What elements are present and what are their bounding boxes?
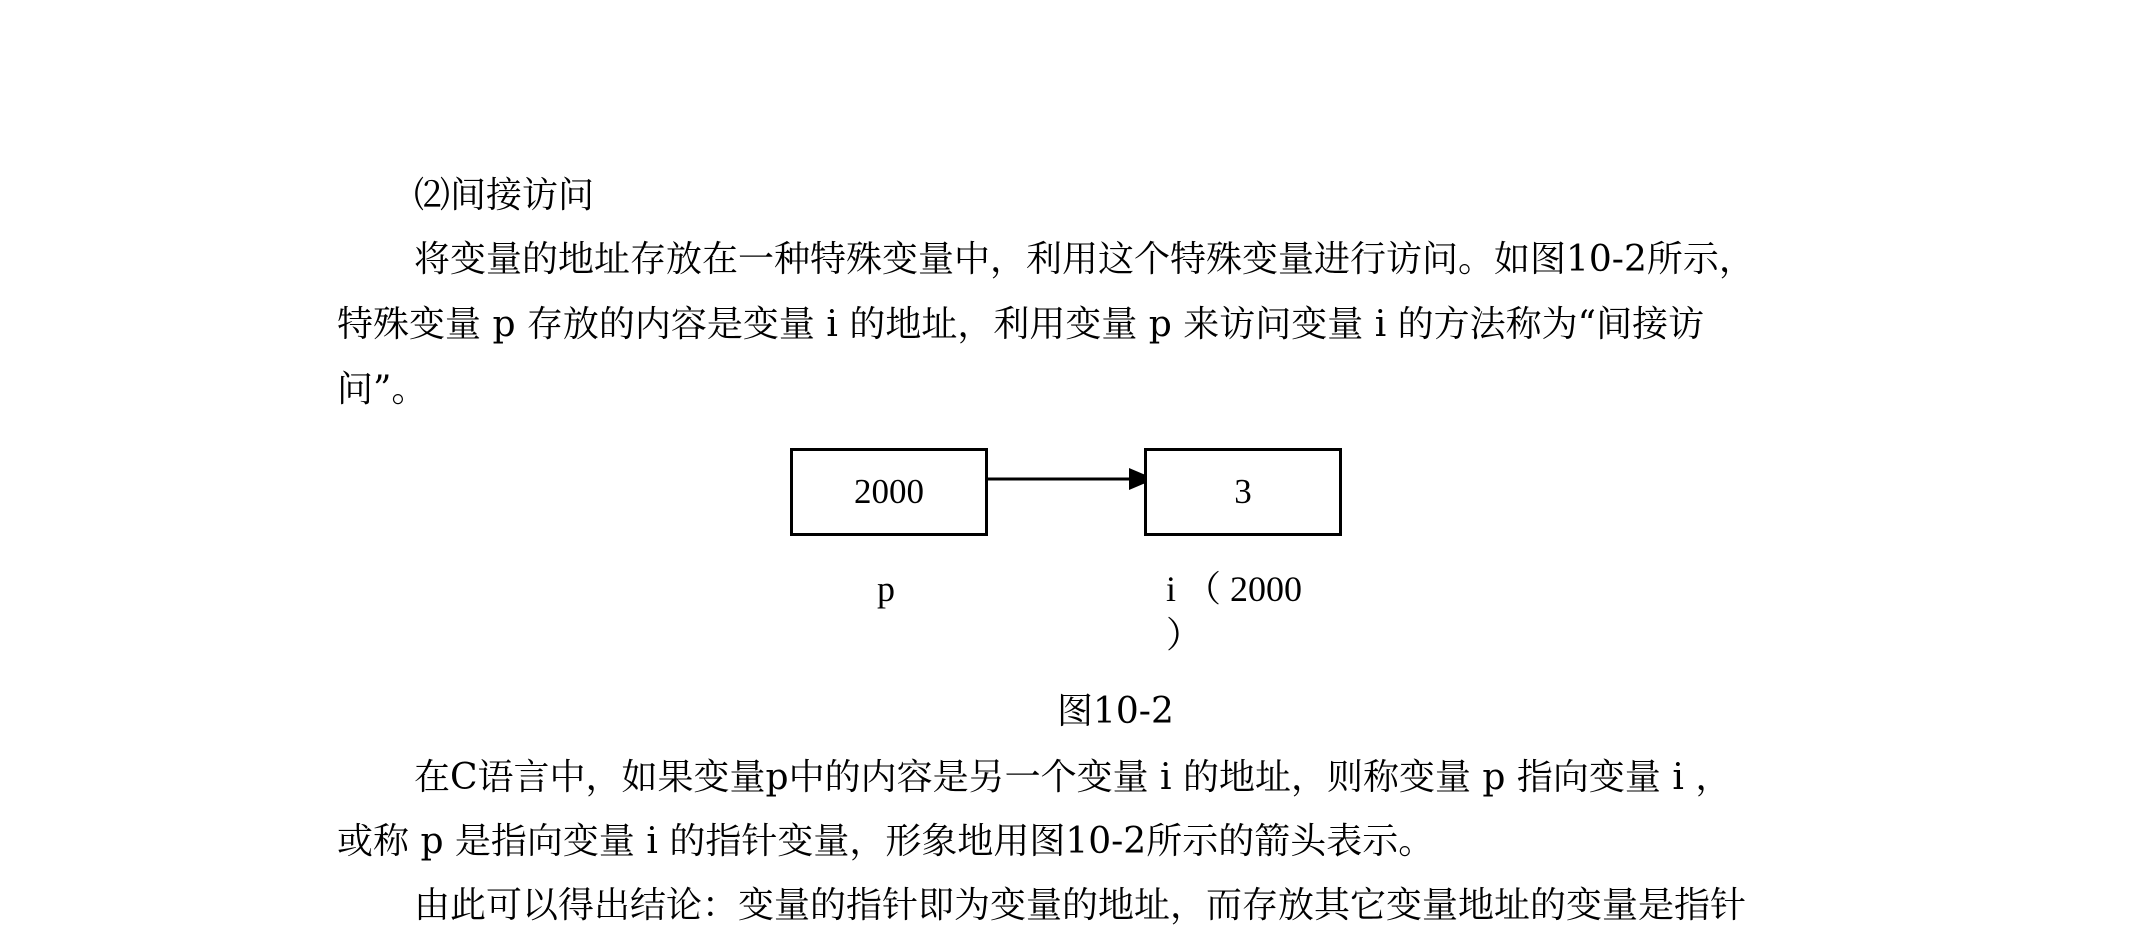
pointer-value: 2000: [854, 472, 924, 511]
paragraph-1-line-3: 问”。: [337, 369, 428, 410]
target-label-close-paren: ）: [1166, 615, 1203, 655]
section-heading: ⑵间接访问: [414, 175, 595, 216]
paragraph-1-line-2: 特殊变量 p 存放的内容是变量 i 的地址，利用变量 p 来访问变量 i 的方法称为“间接访: [337, 304, 1705, 345]
pointer-variable-box: [790, 448, 988, 536]
target-value: 3: [1234, 472, 1252, 511]
paragraph-1-line-1: 将变量的地址存放在一种特殊变量中，利用这个特殊变量进行访问。如图10-2所示，: [414, 239, 1755, 280]
pointer-arrow-icon: [985, 464, 1155, 494]
paragraph-3-partial-line: 由此可以得出结论：变量的指针即为变量的地址，而存放其它变量地址的变量是指针: [414, 885, 1747, 926]
pointer-label: p: [877, 569, 895, 609]
target-label: i （ 2000: [1166, 569, 1303, 609]
target-variable-box: [1144, 448, 1342, 536]
paragraph-2-line-2: 或称 p 是指向变量 i 的指针变量，形象地用图10-2所示的箭头表示。: [337, 821, 1435, 862]
paragraph-2-line-1: 在C语言中，如果变量p中的内容是另一个变量 i 的地址，则称变量 p 指向变量 i ，: [414, 757, 1732, 798]
figure-caption: 图10-2: [1057, 691, 1174, 732]
